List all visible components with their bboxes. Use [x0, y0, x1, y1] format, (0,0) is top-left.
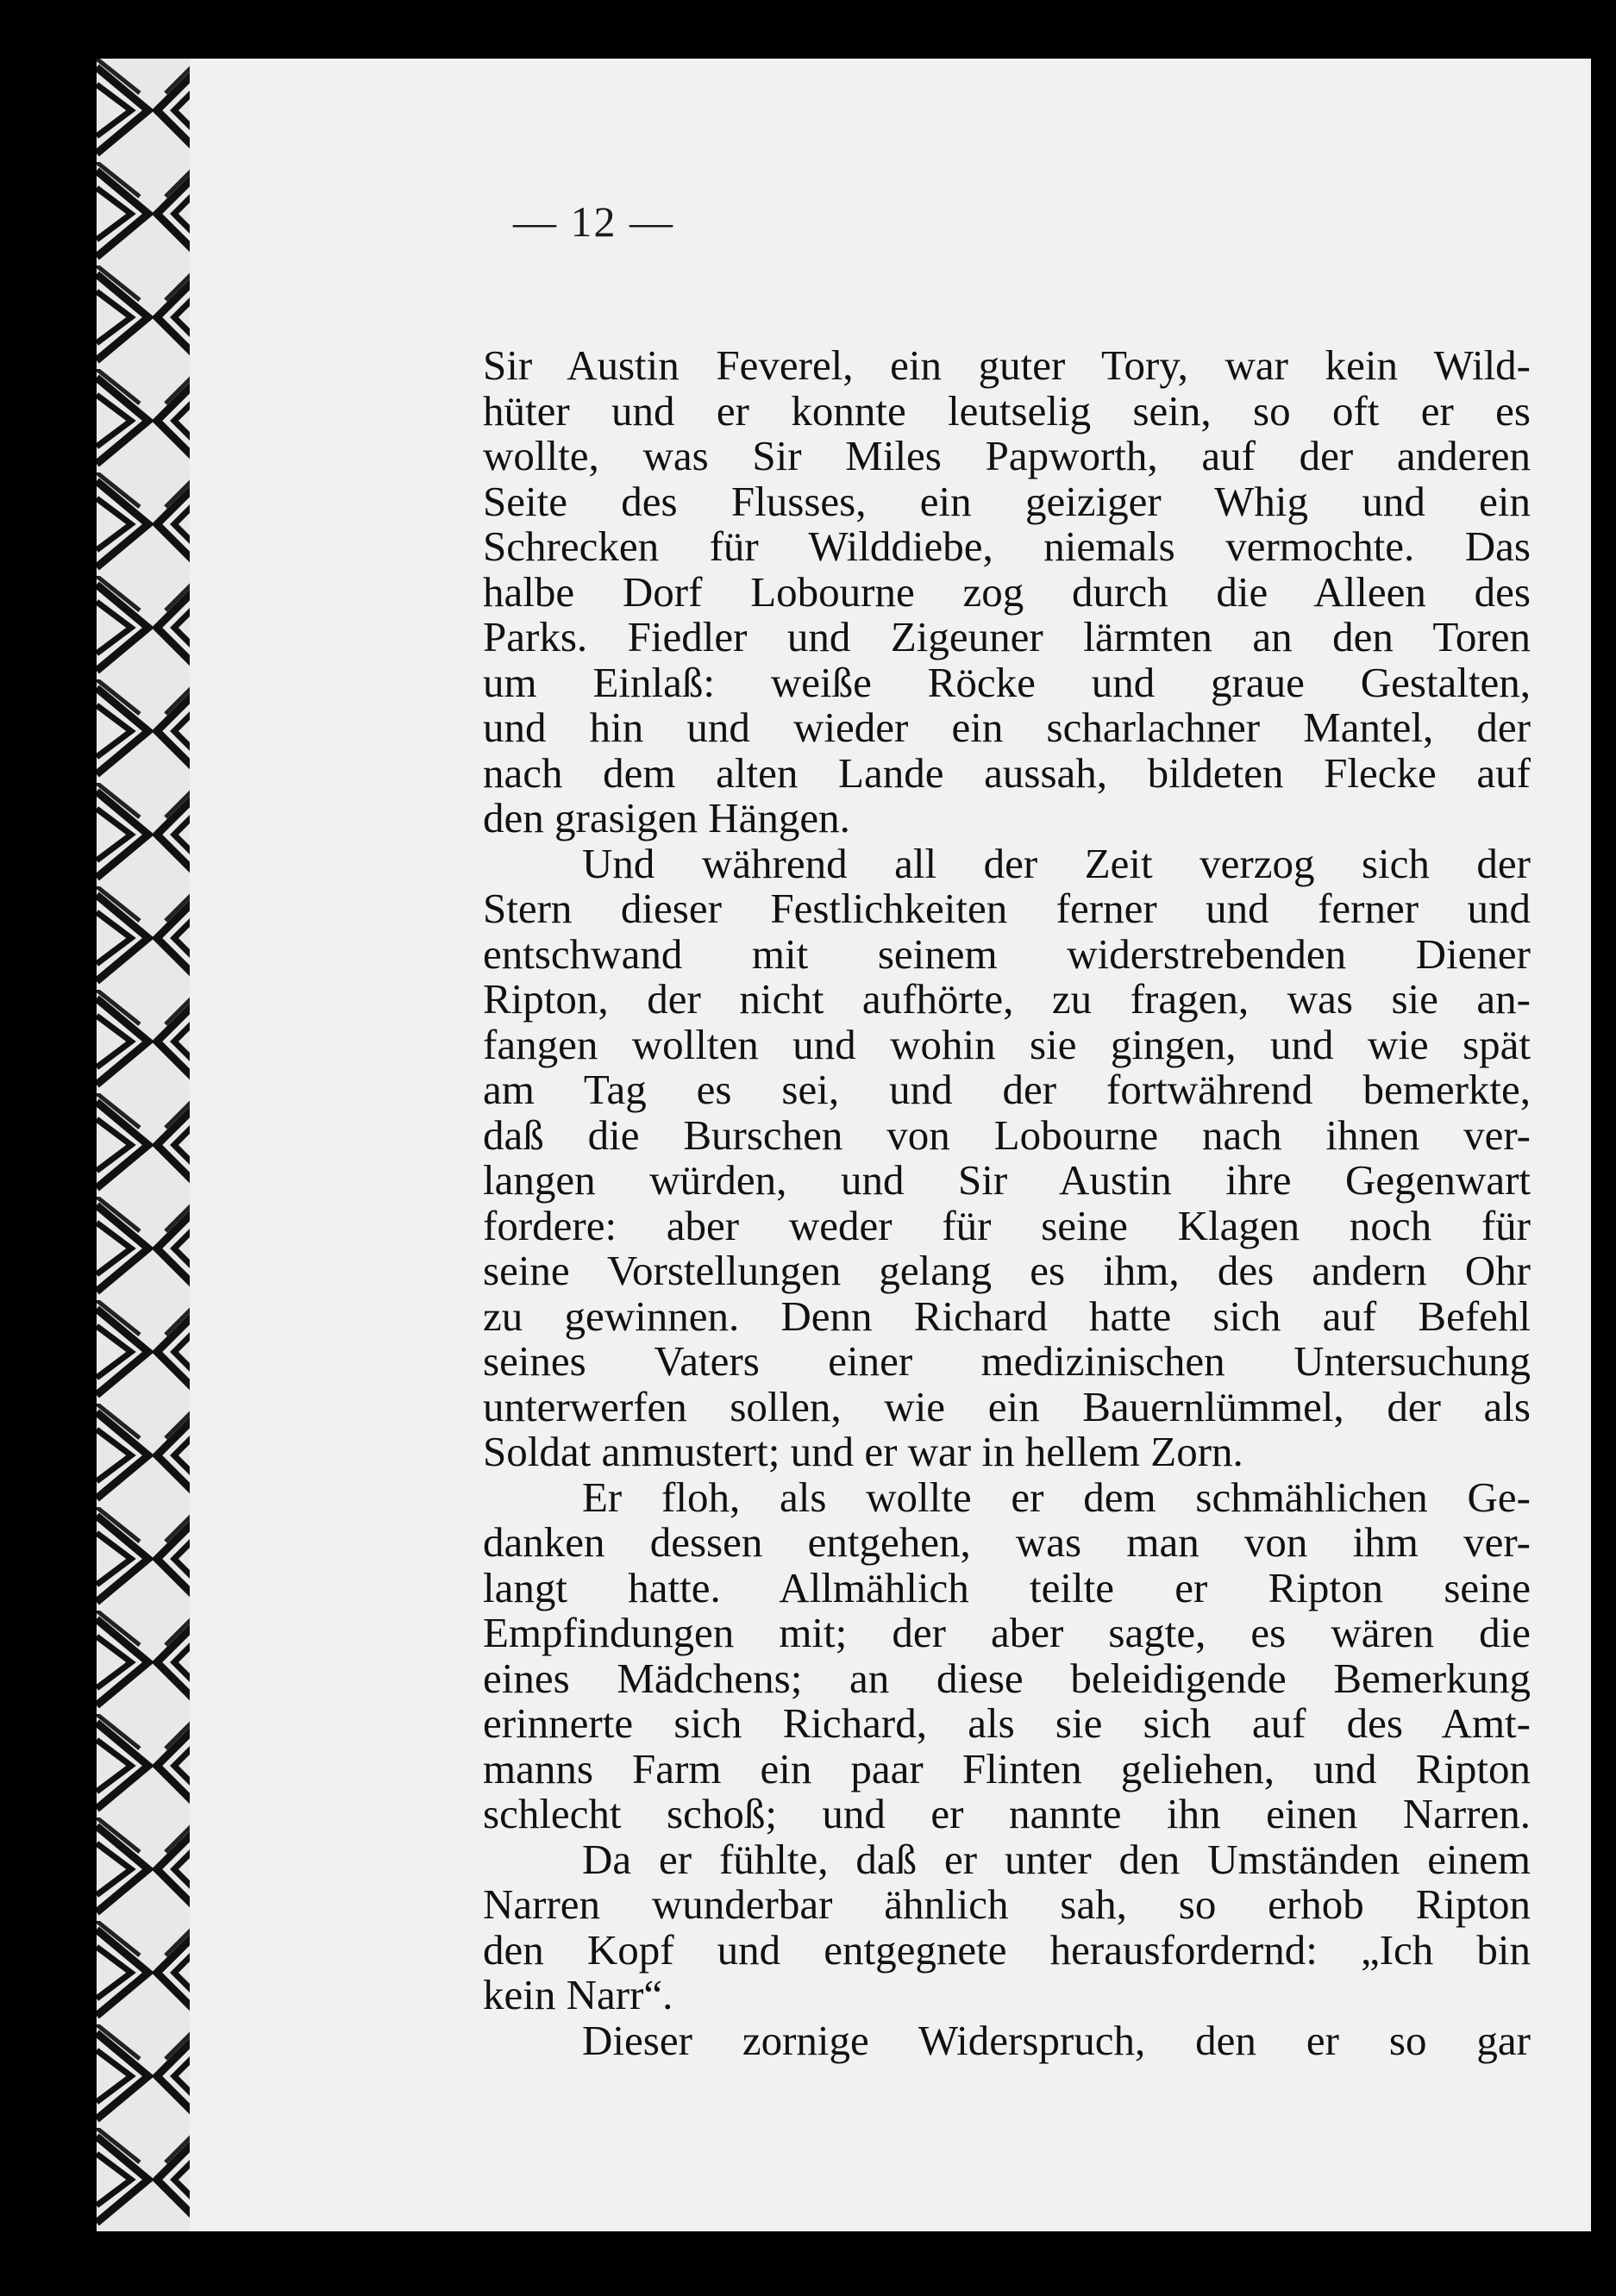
text-line: wollte, was Sir Miles Papworth, auf der anderen: [483, 432, 1531, 479]
text-line: entschwand mit seinem widerstrebenden Diener: [483, 929, 1531, 978]
text-line: nach dem alten Lande aussah, bildeten Flecke auf: [483, 748, 1531, 797]
binding-pattern-icon: [97, 59, 200, 2231]
text-line: am Tag es sei, und der fortwährend bemerkte,: [483, 1066, 1531, 1113]
text-line: daß die Burschen von Lobourne nach ihnen ver-: [483, 1110, 1531, 1159]
text-line: den Kopf und entgegnete herausfordernd: „Ich bin: [483, 1925, 1531, 1974]
text-line: zu gewinnen. Denn Richard hatte sich auf Befehl: [483, 1292, 1531, 1340]
text-line: manns Farm ein paar Flinten geliehen, und Ripton: [483, 1744, 1531, 1792]
text-line: eines Mädchens; an diese beleidigende Bemerkung: [483, 1654, 1531, 1702]
page-number: — 12 —: [513, 197, 674, 246]
text-line: schlecht schoß; und er nannte ihn einen Narren.: [483, 1790, 1531, 1837]
text-line: Ripton, der nicht aufhörte, zu fragen, was sie an-: [483, 975, 1531, 1023]
paragraph-5: [483, 2018, 1531, 2064]
text-line: kein Narr“.: [483, 1971, 673, 2018]
paragraph-2: [483, 841, 1531, 1475]
text-line: Schrecken für Wilddiebe, niemals vermochte. Das: [483, 522, 1531, 570]
text-line: Empfindungen mit; der aber sagte, es wären die: [483, 1609, 1531, 1656]
text-line: Parks. Fiedler und Zigeuner lärmten an den Toren: [483, 613, 1531, 660]
text-line: Soldat anmustert; und er war in hellem Zorn.: [483, 1428, 1243, 1475]
text-line: Da er fühlte, daß er unter den Umständen einem: [582, 1835, 1531, 1883]
text-line: langt hatte. Allmählich teilte er Ripton seine: [483, 1563, 1531, 1611]
text-line: seines Vaters einer medizinischen Untersuchung: [483, 1337, 1531, 1385]
body-text: [483, 343, 1531, 2063]
text-line: danken dessen entgehen, was man von ihm ver-: [483, 1518, 1531, 1566]
book-binding-edge: [97, 59, 200, 2231]
text-line: fangen wollten und wohin sie gingen, und wie spät: [483, 1020, 1531, 1068]
text-line: Dieser zornige Widerspruch, den er so gar: [582, 2016, 1531, 2064]
page-number-header: [194, 197, 1591, 247]
text-line: fordere: aber weder für seine Klagen noch für: [483, 1201, 1531, 1249]
text-line: Stern dieser Festlichkeiten ferner und ferner und: [483, 885, 1531, 932]
paragraph-3: [483, 1475, 1531, 1837]
text-line: Und während all der Zeit verzog sich der: [582, 839, 1531, 887]
text-line: hüter und er konnte leutselig sein, so oft er es: [483, 386, 1531, 435]
paragraph-4: [483, 1837, 1531, 2018]
text-line: halbe Dorf Lobourne zog durch die Alleen des: [483, 567, 1531, 616]
text-line: um Einlaß: weiße Röcke und graue Gestalten,: [483, 658, 1531, 706]
text-line: Seite des Flusses, ein geiziger Whig und ein: [483, 477, 1531, 525]
text-line: und hin und wieder ein scharlachner Mantel, der: [483, 704, 1531, 751]
text-line: seine Vorstellungen gelang es ihm, des andern Ohr: [483, 1247, 1531, 1294]
text-line: unterwerfen sollen, wie ein Bauernlümmel, der als: [483, 1382, 1531, 1430]
text-line: den grasigen Hängen.: [483, 794, 850, 841]
text-line: Narren wunderbar ähnlich sah, so erhob Ripton: [483, 1880, 1531, 1928]
text-line: Sir Austin Feverel, ein guter Tory, war kein Wild-: [483, 341, 1531, 389]
text-line: langen würden, und Sir Austin ihre Gegenwart: [483, 1156, 1531, 1204]
paragraph-1: [483, 343, 1531, 841]
text-line: Er floh, als wollte er dem schmählichen Ge-: [582, 1473, 1531, 1521]
text-line: erinnerte sich Richard, als sie sich auf des Amt-: [483, 1699, 1531, 1747]
book-page: [194, 59, 1591, 2231]
